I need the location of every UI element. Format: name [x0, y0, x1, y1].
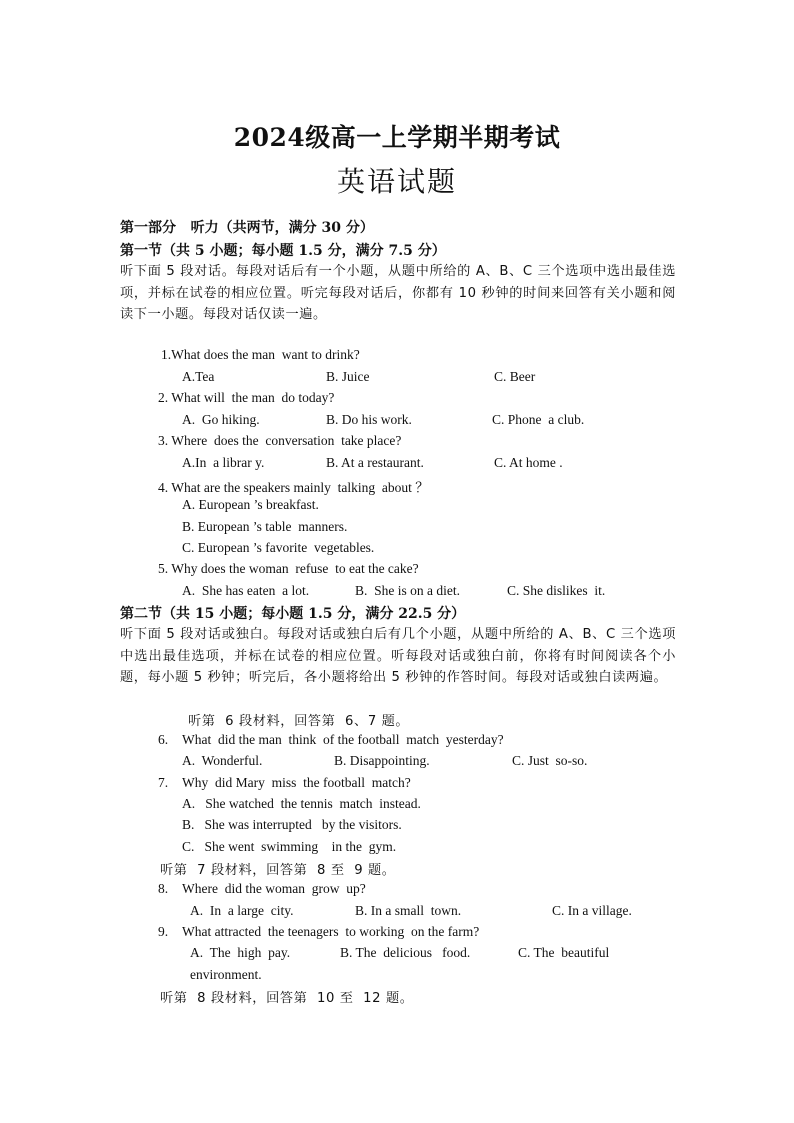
q1-option-a: A.Tea — [182, 369, 215, 384]
q5-option-b: B. She is on a diet. — [355, 583, 460, 598]
material7-note: 听第 7 段材料，回答第 8 至 9 题。 — [160, 863, 396, 878]
q3-option-b: B. At a restaurant. — [326, 455, 424, 470]
part1-heading: 第一部分 听力（共两节，满分 30 分） — [120, 220, 374, 236]
q9-option-c: C. The beautiful — [518, 945, 610, 960]
material8-note: 听第 8 段材料，回答第 10 至 12 题。 — [160, 991, 414, 1006]
q8-number: 8. — [158, 881, 169, 896]
material6-note: 听第 6 段材料，回答第 6、7 题。 — [188, 714, 410, 729]
q1-option-c: C. Beer — [494, 369, 536, 384]
q6-option-a: A. Wonderful. — [182, 753, 263, 768]
q7-option-a: A. She watched the tennis match instead. — [182, 796, 421, 811]
q8-option-b: B. In a small town. — [355, 903, 462, 918]
section2-heading: 第二节（共 15 小题；每小题 1.5 分，满分 22.5 分） — [120, 606, 466, 622]
exam-subtitle: 英语试题 — [336, 165, 457, 198]
q6-stem: What did the man think of the football match yesterday? — [182, 732, 504, 747]
q3-option-a: A.In a librar y. — [182, 455, 265, 470]
q9-stem: What attracted the teenagers to working on the farm? — [182, 924, 480, 939]
q9-option-a: A. The high pay. — [190, 945, 291, 960]
q8-option-c: C. In a village. — [552, 903, 632, 918]
q6-option-c: C. Just so-so. — [512, 753, 588, 768]
exam-title: 2024级高一上学期半期考试 — [233, 123, 561, 152]
q5-option-c: C. She dislikes it. — [507, 583, 606, 598]
q5-option-a: A. She has eaten a lot. — [182, 583, 310, 598]
q8-option-a: A. In a large city. — [190, 903, 294, 918]
q1-stem: 1.What does the man want to drink? — [161, 347, 360, 362]
q2-option-a: A. Go hiking. — [182, 412, 260, 427]
q2-stem: 2. What will the man do today? — [158, 390, 335, 405]
q6-option-b: B. Disappointing. — [334, 753, 430, 768]
q4-option-c: C. European ’s favorite vegetables. — [182, 540, 375, 555]
section1-instructions: 听下面 5 段对话。每段对话后有一个小题，从题中所给的 A、B、C 三个选项中选出最佳选项，并标在试卷的相应位置。听完每段对话后，你都有 10 秒钟的时间来回答有关小题和阅读下一小题。每段对话仅读一遍。 — [120, 264, 676, 322]
q6-number: 6. — [158, 732, 169, 747]
q7-number: 7. — [158, 775, 169, 790]
q9-option-c-continued: environment. — [190, 967, 262, 982]
section2-instructions: 听下面 5 段对话或独白。每段对话或独白后有几个小题，从题中所给的 A、B、C 三个选项中选出最佳选项，并标在试卷的相应位置。听每段对话或独白前，你将有时间阅读各个小题，每小题 5 秒钟；听完后，各小题将给出 5 秒钟的作答时间。每段对话或独白读两遍。 — [120, 627, 676, 685]
section1-heading: 第一节（共 5 小题；每小题 1.5 分，满分 7.5 分） — [120, 243, 446, 259]
q1-option-b: B. Juice — [326, 369, 370, 384]
q7-option-c: C. She went swimming in the gym. — [182, 839, 397, 854]
q2-option-b: B. Do his work. — [326, 412, 412, 427]
q3-stem: 3. Where does the conversation take place? — [158, 433, 402, 448]
q7-option-b: B. She was interrupted by the visitors. — [182, 817, 402, 832]
q4-stem: 4. What are the speakers mainly talking about ？ — [158, 480, 429, 495]
q3-option-c: C. At home . — [494, 455, 563, 470]
q9-option-b: B. The delicious food. — [340, 945, 471, 960]
q9-number: 9. — [158, 924, 169, 939]
q2-option-c: C. Phone a club. — [492, 412, 585, 427]
q8-stem: Where did the woman grow up? — [182, 881, 366, 896]
q4-option-b: B. European ’s table manners. — [182, 519, 348, 534]
q7-stem: Why did Mary miss the football match? — [182, 775, 411, 790]
q4-option-a: A. European ’s breakfast. — [182, 497, 319, 512]
q5-stem: 5. Why does the woman refuse to eat the cake? — [158, 561, 419, 576]
